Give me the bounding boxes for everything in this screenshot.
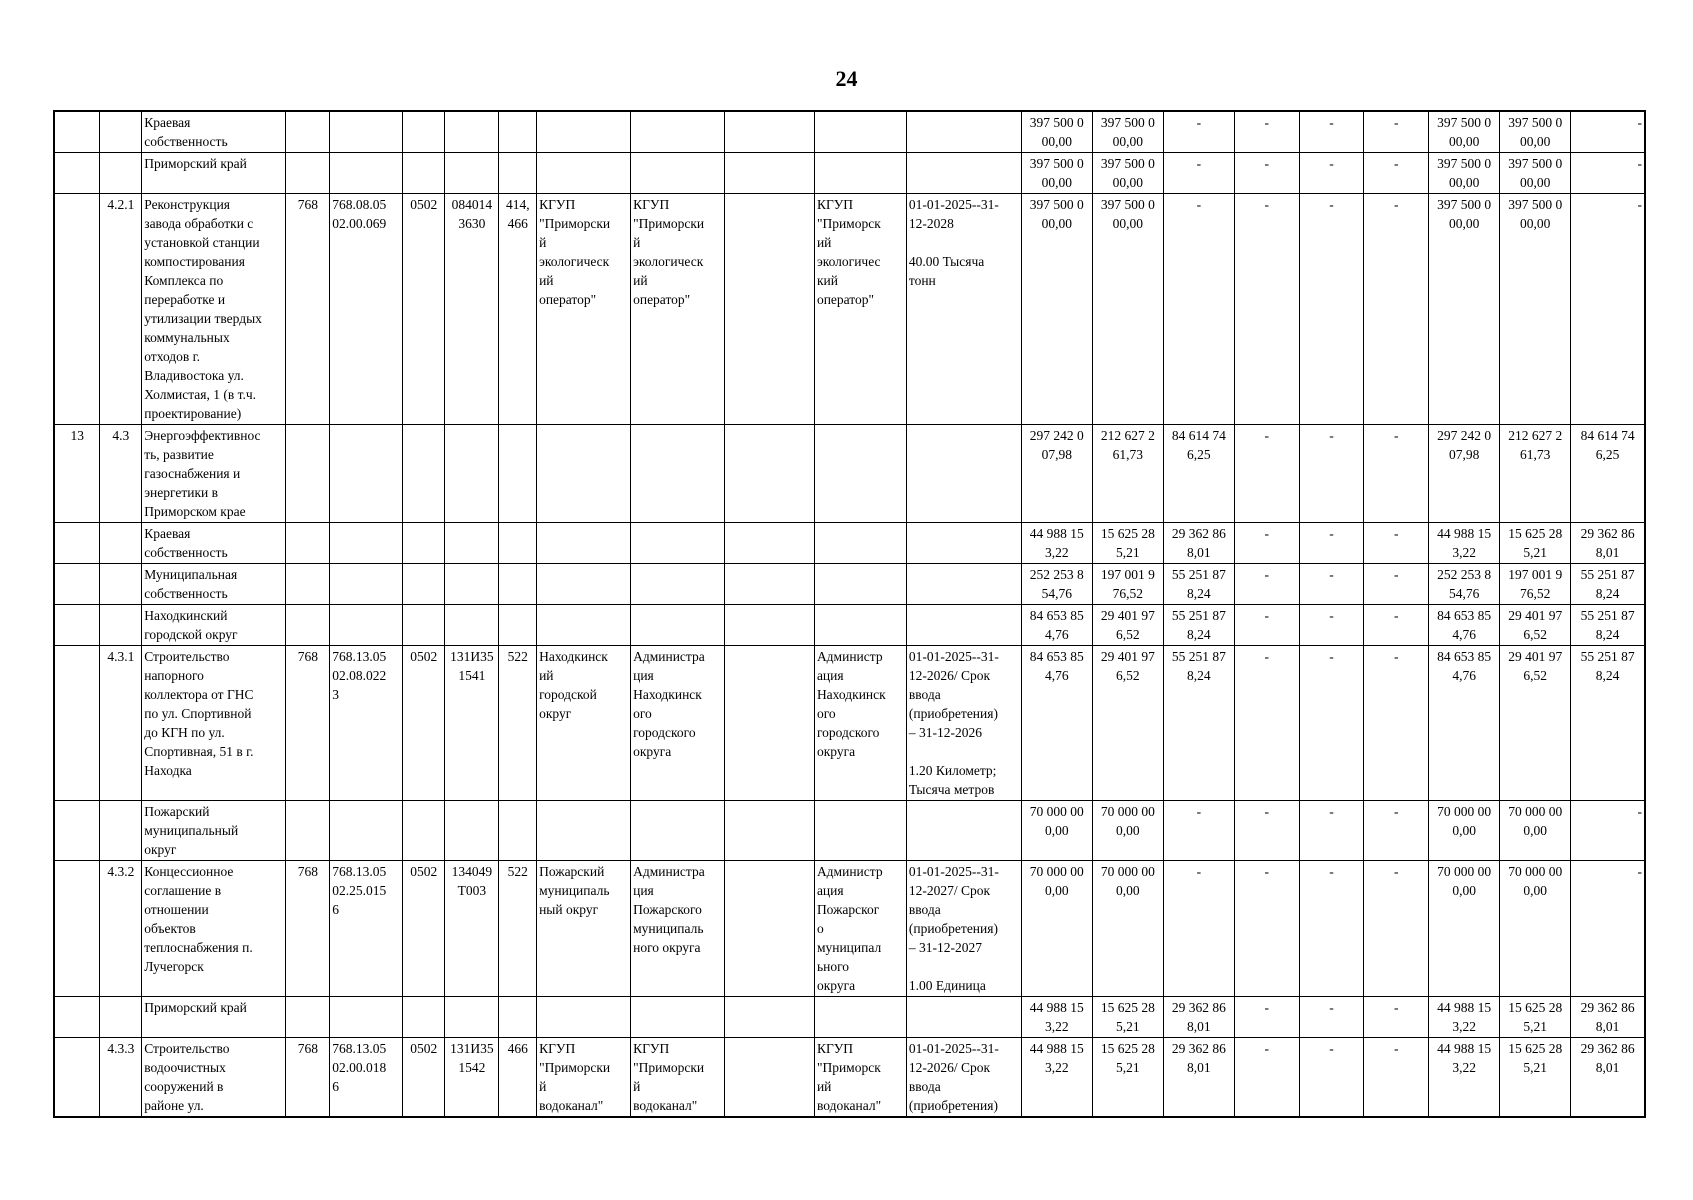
- table-cell: -: [1234, 861, 1299, 997]
- table-cell: 212 627 2 61,73: [1092, 425, 1163, 523]
- table-cell: 397 500 0 00,00: [1500, 194, 1571, 425]
- table-cell: 397 500 0 00,00: [1021, 111, 1092, 153]
- table-cell: КГУП "Приморски й экологическ ий оператор": [631, 194, 725, 425]
- table-cell: 29 362 86 8,01: [1571, 997, 1645, 1038]
- table-cell: -: [1299, 605, 1364, 646]
- table-cell: 522: [499, 861, 537, 997]
- table-cell: -: [1364, 425, 1429, 523]
- table-cell: Строительство водоочистных сооружений в районе ул.: [142, 1038, 286, 1118]
- table-cell: 768: [286, 1038, 330, 1118]
- table-cell: [725, 425, 815, 523]
- table-cell: 397 500 0 00,00: [1021, 194, 1092, 425]
- table-cell: [906, 605, 1021, 646]
- table-cell: [286, 997, 330, 1038]
- table-cell: 131И35 1541: [445, 646, 499, 801]
- table-cell: [286, 111, 330, 153]
- table-cell: 29 401 97 6,52: [1092, 646, 1163, 801]
- table-cell: -: [1299, 523, 1364, 564]
- table-cell: [725, 153, 815, 194]
- table-cell: 84 653 85 4,76: [1021, 646, 1092, 801]
- table-cell: [330, 523, 403, 564]
- table-cell: Краевая собственность: [142, 111, 286, 153]
- table-cell: [54, 801, 100, 861]
- table-cell: [725, 194, 815, 425]
- table-cell: -: [1364, 997, 1429, 1038]
- table-cell: [54, 523, 100, 564]
- table-cell: [499, 605, 537, 646]
- table-cell: [100, 997, 142, 1038]
- table-cell: 44 988 15 3,22: [1429, 1038, 1500, 1118]
- table-cell: 4.3.2: [100, 861, 142, 997]
- table-cell: -: [1364, 111, 1429, 153]
- table-cell: [631, 153, 725, 194]
- table-cell: -: [1364, 801, 1429, 861]
- table-cell: 15 625 28 5,21: [1500, 1038, 1571, 1118]
- table-cell: 01-01-2025--31- 12-2028 40.00 Тысяча тонн: [906, 194, 1021, 425]
- table-cell: 70 000 00 0,00: [1500, 861, 1571, 997]
- table-cell: [54, 153, 100, 194]
- table-cell: [814, 997, 906, 1038]
- table-cell: -: [1571, 801, 1645, 861]
- table-cell: 29 401 97 6,52: [1092, 605, 1163, 646]
- table-cell: -: [1163, 194, 1234, 425]
- table-cell: -: [1163, 153, 1234, 194]
- table-cell: -: [1234, 801, 1299, 861]
- table-cell: 15 625 28 5,21: [1092, 1038, 1163, 1118]
- table-cell: [499, 997, 537, 1038]
- table-row: [54, 1038, 1645, 1118]
- table-cell: 212 627 2 61,73: [1500, 425, 1571, 523]
- table-cell: [814, 523, 906, 564]
- table-cell: 70 000 00 0,00: [1092, 801, 1163, 861]
- table-cell: 15 625 28 5,21: [1500, 997, 1571, 1038]
- table-cell: 01-01-2025--31- 12-2026/ Срок ввода (приобретения) – 31-12-2026 1.20 Километр; Тысяча метров: [906, 646, 1021, 801]
- table-cell: 397 500 0 00,00: [1092, 194, 1163, 425]
- table-cell: [631, 425, 725, 523]
- table-cell: [631, 997, 725, 1038]
- table-cell: 397 500 0 00,00: [1429, 153, 1500, 194]
- table-cell: [330, 801, 403, 861]
- table-cell: 197 001 9 76,52: [1092, 564, 1163, 605]
- table-cell: -: [1234, 425, 1299, 523]
- table-cell: 29 362 86 8,01: [1163, 523, 1234, 564]
- table-cell: 131И35 1542: [445, 1038, 499, 1118]
- table-cell: Администр ация Находкинск ого городского округа: [814, 646, 906, 801]
- table-cell: [445, 111, 499, 153]
- table-cell: 0502: [403, 861, 445, 997]
- table-cell: [403, 801, 445, 861]
- table-cell: [814, 564, 906, 605]
- table-cell: 29 401 97 6,52: [1500, 605, 1571, 646]
- table-cell: -: [1299, 564, 1364, 605]
- table-cell: [445, 523, 499, 564]
- table-cell: 55 251 87 8,24: [1571, 605, 1645, 646]
- table-cell: -: [1299, 194, 1364, 425]
- table-cell: 084014 3630: [445, 194, 499, 425]
- table-cell: -: [1299, 646, 1364, 801]
- table-cell: 01-01-2025--31- 12-2026/ Срок ввода (приобретения): [906, 1038, 1021, 1118]
- table-cell: Приморский край: [142, 997, 286, 1038]
- table-cell: [725, 605, 815, 646]
- table-cell: [537, 801, 631, 861]
- table-cell: -: [1299, 111, 1364, 153]
- budget-table: [53, 110, 1646, 1118]
- table-cell: Находкинский городской округ: [142, 605, 286, 646]
- table-cell: [54, 646, 100, 801]
- table-cell: 768.13.05 02.25.015 6: [330, 861, 403, 997]
- table-cell: [445, 153, 499, 194]
- table-cell: 55 251 87 8,24: [1571, 564, 1645, 605]
- table-cell: [403, 564, 445, 605]
- table-cell: [100, 523, 142, 564]
- table-cell: [100, 111, 142, 153]
- table-cell: [631, 564, 725, 605]
- table-cell: 15 625 28 5,21: [1092, 523, 1163, 564]
- table-cell: 44 988 15 3,22: [1429, 997, 1500, 1038]
- table-cell: [445, 425, 499, 523]
- table-cell: [631, 605, 725, 646]
- table-cell: 0502: [403, 1038, 445, 1118]
- table-cell: Пожарский муниципальный округ: [142, 801, 286, 861]
- table-cell: [906, 564, 1021, 605]
- table-cell: -: [1234, 111, 1299, 153]
- table-cell: -: [1571, 111, 1645, 153]
- table-cell: [906, 523, 1021, 564]
- page-number: 24: [835, 66, 858, 91]
- table-cell: КГУП "Приморски й водоканал": [537, 1038, 631, 1118]
- table-cell: 29 362 86 8,01: [1163, 997, 1234, 1038]
- table-cell: -: [1234, 153, 1299, 194]
- table-cell: -: [1364, 646, 1429, 801]
- table-cell: -: [1163, 861, 1234, 997]
- table-cell: [725, 523, 815, 564]
- table-cell: 70 000 00 0,00: [1429, 801, 1500, 861]
- table-cell: 55 251 87 8,24: [1571, 646, 1645, 801]
- table-cell: 84 653 85 4,76: [1021, 605, 1092, 646]
- table-cell: [286, 523, 330, 564]
- table-cell: 397 500 0 00,00: [1021, 153, 1092, 194]
- table-cell: -: [1364, 523, 1429, 564]
- table-cell: 522: [499, 646, 537, 801]
- table-cell: [725, 564, 815, 605]
- table-cell: 44 988 15 3,22: [1429, 523, 1500, 564]
- table-cell: 01-01-2025--31- 12-2027/ Срок ввода (приобретения) – 31-12-2027 1.00 Единица: [906, 861, 1021, 997]
- table-cell: 466: [499, 1038, 537, 1118]
- table-cell: [54, 194, 100, 425]
- table-cell: [906, 801, 1021, 861]
- table-cell: [499, 801, 537, 861]
- table-cell: -: [1163, 111, 1234, 153]
- table-cell: Находкинск ий городской округ: [537, 646, 631, 801]
- table-cell: [330, 111, 403, 153]
- table-cell: [286, 425, 330, 523]
- table-cell: [403, 153, 445, 194]
- table-cell: 297 242 0 07,98: [1429, 425, 1500, 523]
- table-cell: [906, 111, 1021, 153]
- table-row: [54, 523, 1645, 564]
- table-cell: -: [1234, 194, 1299, 425]
- table-cell: [814, 425, 906, 523]
- table-cell: [499, 153, 537, 194]
- table-cell: 397 500 0 00,00: [1429, 194, 1500, 425]
- table-cell: [814, 153, 906, 194]
- table-cell: [403, 111, 445, 153]
- table-cell: 55 251 87 8,24: [1163, 605, 1234, 646]
- table-cell: -: [1571, 194, 1645, 425]
- table-row: [54, 997, 1645, 1038]
- table-row: [54, 153, 1645, 194]
- table-cell: [725, 1038, 815, 1118]
- table-cell: 70 000 00 0,00: [1092, 861, 1163, 997]
- table-cell: 84 614 74 6,25: [1163, 425, 1234, 523]
- table-cell: 252 253 8 54,76: [1021, 564, 1092, 605]
- table-cell: [537, 564, 631, 605]
- table-cell: [499, 425, 537, 523]
- table-cell: -: [1299, 861, 1364, 997]
- table-cell: КГУП "Приморски й экологическ ий оператор": [537, 194, 631, 425]
- table-cell: -: [1299, 1038, 1364, 1118]
- table-cell: 70 000 00 0,00: [1500, 801, 1571, 861]
- table-cell: -: [1234, 523, 1299, 564]
- table-cell: -: [1571, 153, 1645, 194]
- table-cell: [537, 605, 631, 646]
- table-cell: 768: [286, 646, 330, 801]
- table-cell: [100, 605, 142, 646]
- table-cell: -: [1364, 1038, 1429, 1118]
- table-cell: [286, 153, 330, 194]
- table-cell: 44 988 15 3,22: [1021, 523, 1092, 564]
- table-cell: [499, 111, 537, 153]
- table-cell: Краевая собственность: [142, 523, 286, 564]
- table-cell: 29 362 86 8,01: [1571, 523, 1645, 564]
- table-cell: 397 500 0 00,00: [1092, 111, 1163, 153]
- table-cell: 0502: [403, 194, 445, 425]
- table-cell: -: [1299, 153, 1364, 194]
- table-cell: [54, 1038, 100, 1118]
- table-row: [54, 861, 1645, 997]
- table-cell: [537, 111, 631, 153]
- table-cell: -: [1571, 861, 1645, 997]
- table-cell: -: [1163, 801, 1234, 861]
- table-cell: 44 988 15 3,22: [1021, 997, 1092, 1038]
- table-cell: [537, 153, 631, 194]
- table-cell: [54, 605, 100, 646]
- table-cell: КГУП "Приморски й водоканал": [631, 1038, 725, 1118]
- table-cell: [445, 801, 499, 861]
- table-row: [54, 194, 1645, 425]
- table-cell: 397 500 0 00,00: [1092, 153, 1163, 194]
- table-row: [54, 605, 1645, 646]
- table-cell: [54, 997, 100, 1038]
- table-cell: 84 653 85 4,76: [1429, 646, 1500, 801]
- table-cell: 4.2.1: [100, 194, 142, 425]
- table-cell: [725, 861, 815, 997]
- table-cell: 29 362 86 8,01: [1571, 1038, 1645, 1118]
- table-cell: 84 614 74 6,25: [1571, 425, 1645, 523]
- table-cell: [814, 801, 906, 861]
- table-cell: Приморский край: [142, 153, 286, 194]
- table-cell: [445, 997, 499, 1038]
- table-cell: -: [1299, 425, 1364, 523]
- table-cell: 55 251 87 8,24: [1163, 646, 1234, 801]
- table-cell: [631, 523, 725, 564]
- table-cell: Администра ция Пожарского муниципаль ного округа: [631, 861, 725, 997]
- table-cell: КГУП "Приморск ий водоканал": [814, 1038, 906, 1118]
- table-cell: -: [1299, 801, 1364, 861]
- table-cell: [54, 861, 100, 997]
- table-cell: -: [1234, 1038, 1299, 1118]
- table-row: [54, 425, 1645, 523]
- table-cell: 768.13.05 02.08.022 3: [330, 646, 403, 801]
- table-cell: 70 000 00 0,00: [1021, 861, 1092, 997]
- table-cell: 414, 466: [499, 194, 537, 425]
- table-cell: 44 988 15 3,22: [1021, 1038, 1092, 1118]
- table-cell: [725, 801, 815, 861]
- table-cell: Концессионное соглашение в отношении объектов теплоснабжения п. Лучегорск: [142, 861, 286, 997]
- table-cell: [54, 564, 100, 605]
- table-cell: [499, 523, 537, 564]
- table-cell: -: [1364, 153, 1429, 194]
- table-cell: 768.13.05 02.00.018 6: [330, 1038, 403, 1118]
- table-cell: 70 000 00 0,00: [1021, 801, 1092, 861]
- table-cell: [100, 564, 142, 605]
- table-cell: [330, 425, 403, 523]
- table-cell: Строительство напорного коллектора от ГНС по ул. Спортивной до КГН по ул. Спортивная, 51 в г. Находка: [142, 646, 286, 801]
- table-row: [54, 646, 1645, 801]
- table-cell: КГУП "Приморск ий экологичес кий оператор": [814, 194, 906, 425]
- table-row: [54, 564, 1645, 605]
- table-cell: 768.08.05 02.00.069: [330, 194, 403, 425]
- table-cell: [330, 997, 403, 1038]
- table-cell: [445, 564, 499, 605]
- table-cell: [725, 997, 815, 1038]
- table-cell: Администра ция Находкинск ого городского округа: [631, 646, 725, 801]
- table-cell: [906, 997, 1021, 1038]
- table-cell: [330, 605, 403, 646]
- table-cell: [403, 425, 445, 523]
- table-cell: [631, 801, 725, 861]
- table-cell: 0502: [403, 646, 445, 801]
- table-cell: 397 500 0 00,00: [1500, 153, 1571, 194]
- table-cell: 15 625 28 5,21: [1092, 997, 1163, 1038]
- table-cell: 397 500 0 00,00: [1500, 111, 1571, 153]
- table-cell: 4.3.3: [100, 1038, 142, 1118]
- table-cell: 134049 T003: [445, 861, 499, 997]
- table-cell: 297 242 0 07,98: [1021, 425, 1092, 523]
- table-cell: [445, 605, 499, 646]
- table-cell: -: [1234, 646, 1299, 801]
- table-cell: 29 362 86 8,01: [1163, 1038, 1234, 1118]
- table-cell: [330, 564, 403, 605]
- table-cell: [814, 605, 906, 646]
- table-cell: [403, 997, 445, 1038]
- table-cell: [537, 997, 631, 1038]
- table-cell: [286, 801, 330, 861]
- table-cell: -: [1364, 861, 1429, 997]
- table-cell: [54, 111, 100, 153]
- table-cell: Реконструкция завода обработки с установкой станции компостирования Комплекса по переработке и утилизации твердых коммунальных отходов г. Владивостока ул. Холмистая, 1 (в т.ч. проектирование): [142, 194, 286, 425]
- table-cell: 197 001 9 76,52: [1500, 564, 1571, 605]
- table-cell: 29 401 97 6,52: [1500, 646, 1571, 801]
- table-cell: 252 253 8 54,76: [1429, 564, 1500, 605]
- table-cell: -: [1234, 564, 1299, 605]
- table-cell: [906, 425, 1021, 523]
- table-row: [54, 111, 1645, 153]
- table-cell: [100, 801, 142, 861]
- table-cell: [537, 425, 631, 523]
- table-cell: 4.3: [100, 425, 142, 523]
- table-cell: 70 000 00 0,00: [1429, 861, 1500, 997]
- table-row: [54, 801, 1645, 861]
- table-cell: [286, 605, 330, 646]
- table-cell: [814, 111, 906, 153]
- table-cell: [403, 605, 445, 646]
- table-cell: [725, 646, 815, 801]
- table-cell: [725, 111, 815, 153]
- table-cell: Администр ация Пожарског о муниципал ьного округа: [814, 861, 906, 997]
- table-cell: [537, 523, 631, 564]
- table-cell: -: [1364, 564, 1429, 605]
- table-cell: 13: [54, 425, 100, 523]
- table-cell: 4.3.1: [100, 646, 142, 801]
- table-cell: 768: [286, 194, 330, 425]
- table-cell: [286, 564, 330, 605]
- table-cell: -: [1364, 605, 1429, 646]
- table-cell: [499, 564, 537, 605]
- table-cell: [330, 153, 403, 194]
- table-cell: Пожарский муниципаль ный округ: [537, 861, 631, 997]
- table-cell: 397 500 0 00,00: [1429, 111, 1500, 153]
- table-cell: 84 653 85 4,76: [1429, 605, 1500, 646]
- table-cell: 768: [286, 861, 330, 997]
- table-cell: [906, 153, 1021, 194]
- table-body: [54, 111, 1645, 1117]
- table-cell: -: [1234, 605, 1299, 646]
- table-cell: -: [1299, 997, 1364, 1038]
- table-cell: [100, 153, 142, 194]
- table-cell: [631, 111, 725, 153]
- table-cell: 55 251 87 8,24: [1163, 564, 1234, 605]
- table-cell: -: [1234, 997, 1299, 1038]
- table-cell: Энергоэффективнос ть, развитие газоснабжения и энергетики в Приморском крае: [142, 425, 286, 523]
- table-cell: [403, 523, 445, 564]
- table-cell: Муниципальная собственность: [142, 564, 286, 605]
- table-cell: 15 625 28 5,21: [1500, 523, 1571, 564]
- table-cell: -: [1364, 194, 1429, 425]
